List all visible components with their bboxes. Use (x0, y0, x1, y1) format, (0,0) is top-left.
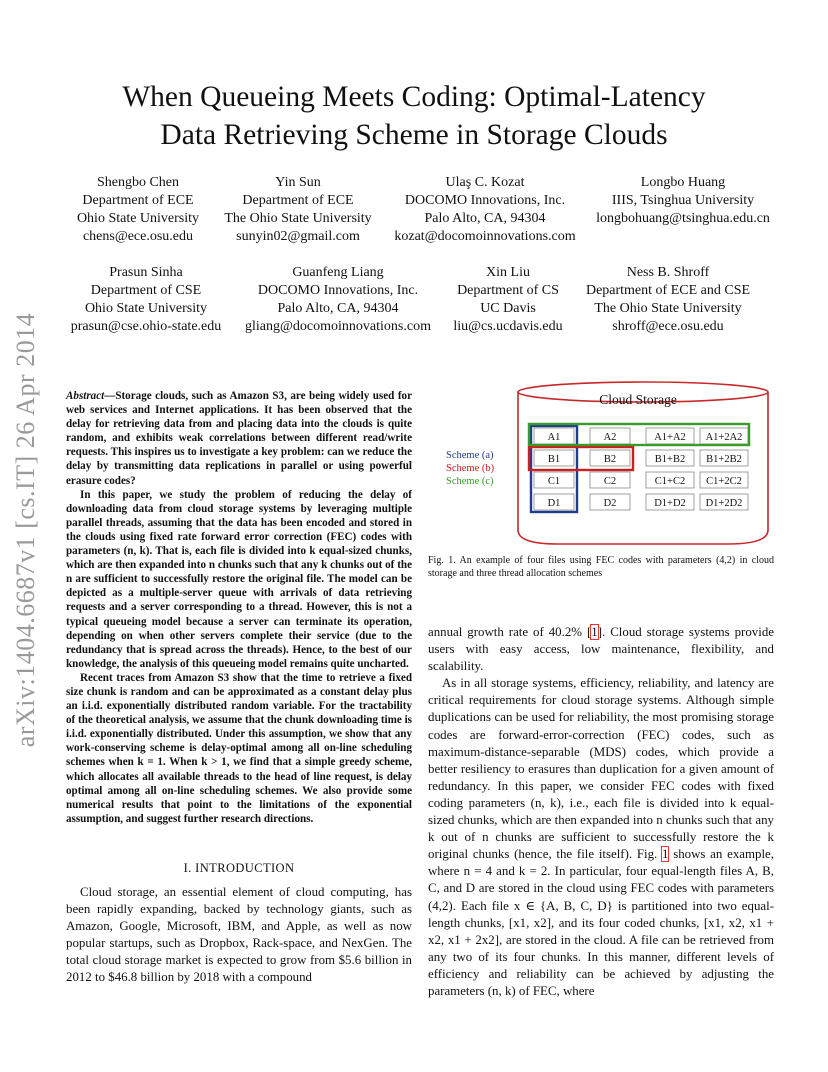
author-org: The Ohio State University (594, 301, 742, 316)
citation-link[interactable]: 1 (591, 625, 598, 639)
title-line-2: Data Retrieving Scheme in Storage Clouds (160, 119, 668, 151)
author-email: liu@cs.ucdavis.edu (453, 319, 563, 334)
author-block (60, 264, 232, 336)
chunk-label: B1 (547, 454, 561, 465)
abstract-text: —Storage clouds, such as Amazon S3, are being widely used for web services and Internet applications. It has been observed that the delay for retrieving data from and placing data into the clouds is quite random, and exhibits weak correlations between different read/write requests. This inspires us to investigate a key problem: can we reduce the delay by transmitting data replications in parallel or using powerful erasure codes? (66, 390, 412, 487)
text-span: As in all storage systems, efficiency, reliability, and latency are critical requirements for cloud storage systems. Although simple duplications can be used for reliability, the most promising storage codes are forward-error-correction (FEC) codes, such as maximum-distance-separable (MDS) codes, which provide a better resiliency to erasures than duplication for a given amount of redundancy. In this paper, we consider FEC codes with fixed coding parameters (n, k), i.e., each file is divided into k equal-sized chunks, which are then expanded into n chunks such that any k out of n chunks are sufficient to successfully restore the k original chunks (hence, the file itself). Fig. (428, 676, 774, 862)
chunk-label: B1+B2 (654, 454, 686, 465)
author-org: Ohio State University (84, 301, 208, 316)
author-org: UC Davis (480, 301, 536, 316)
chunk-label: A1+A2 (654, 432, 686, 443)
figure-cloud-storage (440, 380, 770, 550)
author-dept: IIIS, Tsinghua University (611, 193, 755, 208)
text-span: shows an example, where n = 4 and k = 2. In particular, four equal-length files A, B, C, and D are stored in the cloud using FEC codes with parameters (4,2). Each file x ∈ {A, B, C, D} is partitioned into two equal-length chunks, [x1, x2], and its four coded chunks, [x1, x2, x1 + x2, x1 + 2x2], are stored in the cloud. A file can be retrieved from any two of its four chunks. In this manner, different levels of efficiency and reliability can be achieved by adjusting the parameters (n, k) of FEC, where (428, 847, 774, 998)
chunk-label: A1 (547, 432, 561, 443)
paper-title (60, 78, 768, 154)
abstract-paragraph: In this paper, we study the problem of reducing the delay of downloading data from cloud storage systems by leveraging multiple parallel threads, assuming that the data has been encoded and stored in the clouds using fixed rate forward error correction (FEC) codes with parameters (n, k). That is, each file is divided into k equal-sized chunks, which are then expanded into n chunks such that any k chunks out of the n are sufficient to successfully restore the original file. The model can be depicted as a multiple-server queue with arrivals of data retrieving requests and a server corresponding to a thread. However, this is not a typical queueing model because a server can terminate its operation, depending on when other servers complete their service (due to the redundancy that is spread across the threads). Hence, to the best of our knowledge, the analysis of this queueing model remains quite uncharted. (66, 488, 412, 670)
section-heading: I. INTRODUCTION (183, 861, 295, 875)
author-dept: Department of CS (457, 283, 559, 298)
arxiv-stamp-text: arXiv:1404.6687v1 [cs.IT] 26 Apr 2014 (11, 312, 40, 748)
author-org: Palo Alto, CA, 94304 (277, 301, 399, 316)
abstract-paragraph: Recent traces from Amazon S3 show that the time to retrieve a fixed size chunk is random and can be approximated as a constant delay plus an i.i.d. exponentially distributed random variable. For the tractability of the theoretical analysis, we assume that the chunk downloading time is i.i.d. exponentially distributed. Under this assumption, we show that any work-conserving scheme is delay-optimal among all on-line scheduling schemes when k = 1. When k > 1, we find that a simple greedy scheme, which allocates all available threads to the head of line request, is delay optimal among all on-line scheduling schemes. We also provide some numerical results that point to the limitations of the exponential assumption, and suggest further research directions. (66, 671, 412, 825)
author-email: kozat@docomoinnovations.com (394, 229, 576, 244)
author-email: shroff@ece.osu.edu (612, 319, 724, 334)
chunk-label: D1+D2 (654, 498, 686, 509)
author-name: Prasun Sinha (109, 265, 183, 280)
author-email: chens@ece.osu.edu (82, 229, 194, 244)
chunk-label: C1+2C2 (706, 476, 742, 487)
author-block (68, 174, 208, 246)
chunk-label: B1+2B2 (706, 454, 742, 465)
author-dept: DOCOMO Innovations, Inc. (257, 283, 419, 298)
author-block (568, 264, 768, 336)
author-block (386, 174, 584, 246)
author-dept: Department of ECE (82, 193, 194, 208)
author-org: The Ohio State University (224, 211, 372, 226)
author-block (446, 264, 570, 336)
author-email: sunyin02@gmail.com (236, 229, 360, 244)
author-name: Xin Liu (486, 265, 530, 280)
legend-scheme-c: Scheme (c) (446, 476, 494, 487)
right-column-text (428, 624, 774, 1000)
body-paragraph (428, 675, 774, 1000)
text-span: annual growth rate of 40.2% [ (428, 625, 592, 639)
author-name: Ulaş C. Kozat (445, 175, 525, 190)
chunk-label: C1+C2 (654, 476, 686, 487)
chunk-label: B2 (603, 454, 617, 465)
author-org: Ohio State University (76, 211, 200, 226)
author-dept: Department of CSE (90, 283, 202, 298)
figure-caption: Fig. 1. An example of four files using FEC codes with parameters (4,2) in cloud storage and three thread allocation schemes (428, 555, 774, 579)
author-name: Ness B. Shroff (626, 265, 710, 280)
chunk-label: D1+2D2 (705, 498, 743, 509)
legend-scheme-b: Scheme (b) (446, 463, 495, 474)
chunk-label: D1 (547, 498, 561, 509)
author-block (234, 264, 442, 336)
chunk-label: A1+2A2 (705, 432, 743, 443)
author-block (588, 174, 778, 228)
author-email: gliang@docomoinnovations.com (245, 319, 431, 334)
author-dept: Department of ECE and CSE (585, 283, 751, 298)
abstract-label: Abstract (66, 390, 105, 402)
author-block (216, 174, 380, 246)
arxiv-stamp (6, 270, 46, 790)
author-name: Longbo Huang (640, 175, 726, 190)
author-name: Guanfeng Liang (292, 265, 384, 280)
chunk-label: D2 (603, 498, 617, 509)
abstract-paragraph (66, 389, 412, 488)
author-dept: Department of ECE (242, 193, 354, 208)
author-dept: DOCOMO Innovations, Inc. (404, 193, 566, 208)
author-email: longbohuang@tsinghua.edu.cn (596, 211, 770, 226)
legend-scheme-a: Scheme (a) (446, 450, 494, 461)
chunk-label: C2 (603, 476, 617, 487)
chunk-label: C1 (547, 476, 561, 487)
figure-ref-link[interactable]: 1 (662, 847, 669, 862)
title-line-1: When Queueing Meets Coding: Optimal-Latency (122, 81, 706, 113)
author-name: Yin Sun (275, 175, 321, 190)
abstract (66, 389, 412, 826)
author-email: prasun@cse.ohio-state.edu (70, 319, 222, 334)
text-span: ]. Cloud storage systems provide users with easy access, low maintenance, flexibility, and scalability. (428, 625, 774, 674)
author-name: Shengbo Chen (96, 175, 180, 190)
author-org: Palo Alto, CA, 94304 (424, 211, 546, 226)
body-paragraph (428, 624, 774, 675)
chunk-label: A2 (603, 432, 617, 443)
intro-text (66, 884, 412, 987)
body-paragraph: Cloud storage, an essential element of cloud computing, has been rapidly expanding, backed by technology giants, such as Amazon, Google, Microsoft, IBM, and Apple, as well as now popular startups, such as Dropbox, Rack-space, and NexGen. The total cloud storage market is expected to grow from $5.6 billion in 2012 to $46.8 billion by 2018 with a compound (66, 885, 412, 985)
figure-title: Cloud Storage (599, 392, 677, 407)
